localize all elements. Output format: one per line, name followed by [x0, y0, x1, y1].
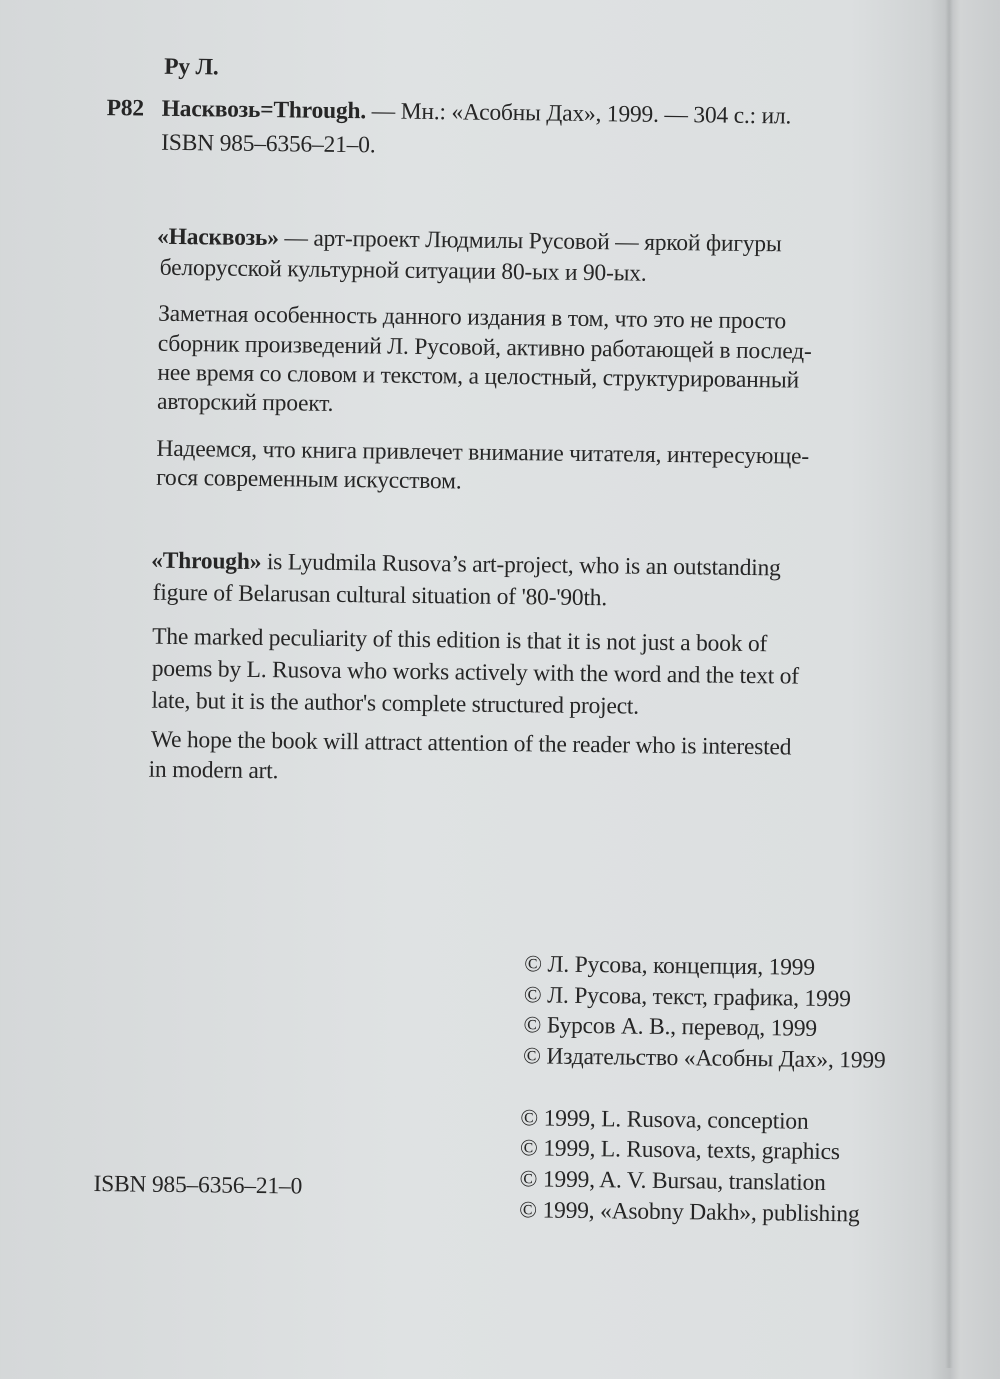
ru-paragraph-1-line-2: белорусской культурной ситуации 80-ых и 90-ых. [159, 254, 647, 287]
copyright-ru-line: © Л. Русова, текст, графика, 1999 [523, 982, 851, 1013]
copyright-en-line: © 1999, «Asobny Dakh», publishing [519, 1197, 860, 1228]
ru-paragraph-2-line: нее время со словом и текстом, а целостный, структурированный [157, 359, 800, 394]
copyright-ru-line: © Издательство «Асобны Дах», 1999 [522, 1043, 886, 1074]
ru-paragraph-2-line: сборник произведений Л. Русовой, активно работающей в послед- [157, 330, 812, 365]
ru-paragraph-2-line: авторский проект. [156, 388, 334, 417]
copyright-ru-line: © Л. Русова, концепция, 1999 [524, 951, 816, 981]
en-paragraph-2-line: The marked peculiarity of this edition is that it is not just a book of [152, 623, 768, 658]
en-p1-text: is Lyudmila Rusova’s art-project, who is an outstanding [261, 549, 781, 582]
copyright-en-line: © 1999, L. Rusova, conception [520, 1105, 809, 1135]
en-title-bold: «Through» [150, 547, 262, 576]
footer-isbn: ISBN 985–6356–21–0 [93, 1171, 303, 1200]
copyright-en-line: © 1999, A. V. Bursau, translation [519, 1166, 826, 1196]
isbn-line: ISBN 985–6356–21–0. [161, 129, 376, 159]
ru-title-bold: «Насквозь» [156, 223, 279, 252]
ru-paragraph-3-line: гося современным искусством. [156, 464, 462, 495]
copyright-en-line: © 1999, L. Rusova, texts, graphics [519, 1135, 840, 1166]
imprint: — Мн.: «Асобны Дах», 1999. — 304 с.: ил. [365, 98, 792, 130]
book-title: Насквозь=Through. [161, 95, 367, 125]
en-paragraph-2-line: late, but it is the author's complete structured project. [151, 687, 640, 720]
ru-paragraph-2-line: Заметная особенность данного издания в том, что это не просто [158, 300, 787, 335]
classification-code: Р82 [106, 95, 145, 122]
author-heading: Ру Л. [164, 53, 219, 81]
ru-paragraph-1-line-1 [157, 223, 782, 259]
ru-paragraph-3-line: Надеемся, что книга привлечет внимание читателя, интересующе- [156, 435, 810, 470]
en-paragraph-3-line: in modern art. [148, 756, 279, 785]
copyright-ru-line: © Бурсов А. В., перевод, 1999 [523, 1012, 818, 1042]
en-paragraph-1-line-1 [151, 547, 781, 583]
bibliographic-entry [162, 95, 792, 131]
en-paragraph-3-line: We hope the book will attract attention of the reader who is interested [150, 726, 792, 761]
ru-p1-text: — арт-проект Людмилы Русовой — яркой фигуры [278, 225, 782, 258]
en-paragraph-1-line-2: figure of Belarusan cultural situation of '80-'90th. [152, 579, 608, 612]
en-paragraph-2-line: poems by L. Rusova who works actively with the word and the text of [151, 655, 800, 690]
